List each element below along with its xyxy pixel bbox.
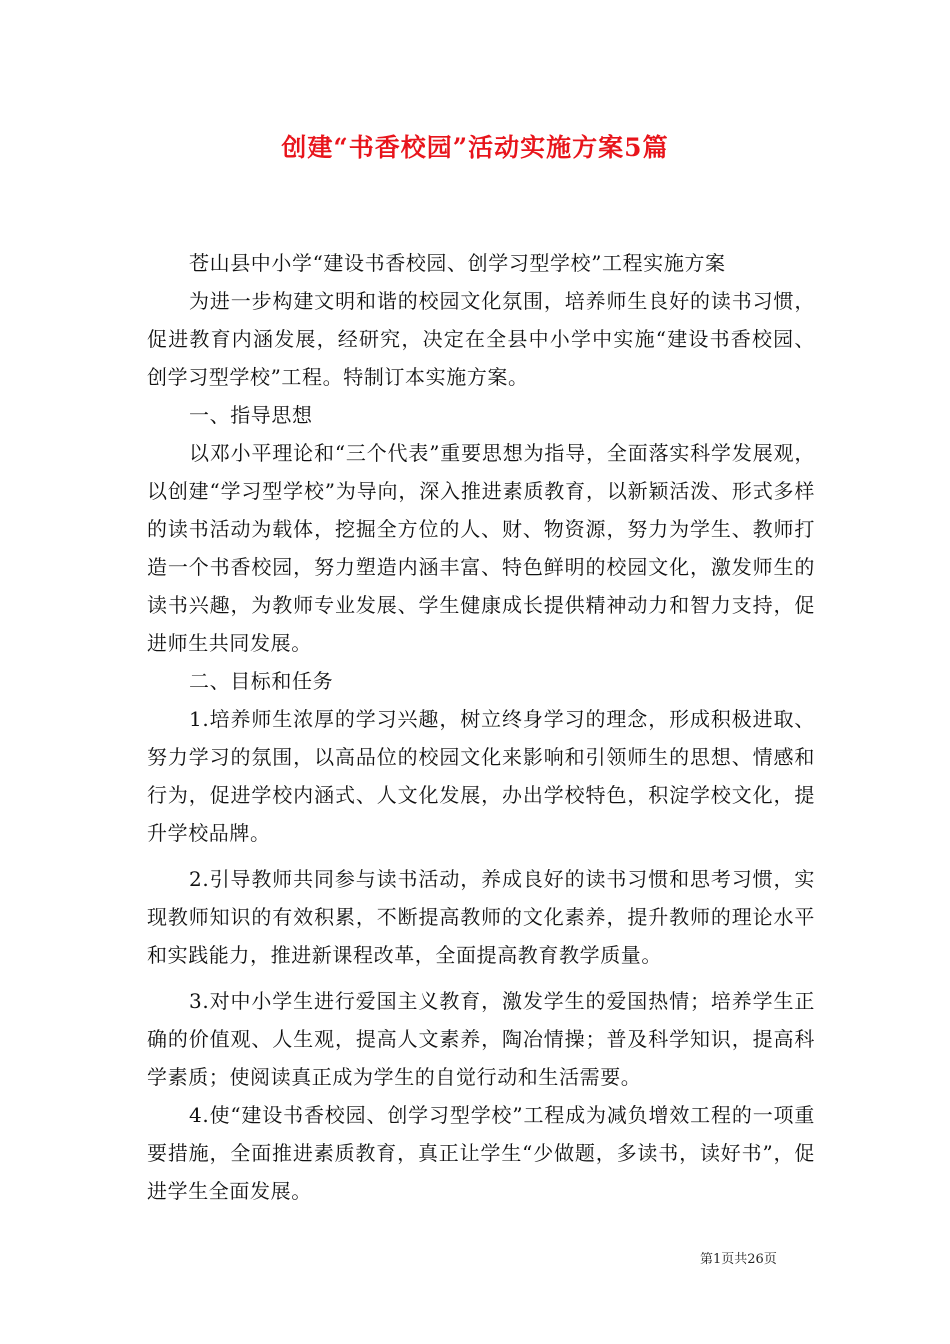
page-number-footer: 第1页共26页 xyxy=(700,1252,777,1267)
section-heading-guiding-ideology: 一、指导思想 xyxy=(189,403,313,427)
paragraph-goal-1: 1.培养师生浓厚的学习兴趣，树立终身学习的理念，形成积极进取、努力学习的氛围，以高品位的校园文化来影响和引领师生的思想、情感和行为，促进学校内涵式、人文化发展，办出学校特色，积淀学校文化，提升学校品牌。 xyxy=(147,707,815,845)
document-body xyxy=(147,244,815,1210)
paragraph-guiding-ideology: 以邓小平理论和“三个代表”重要思想为指导，全面落实科学发展观，以创建“学习型学校”为导向，深入推进素质教育，以新颖活泼、形式多样的读书活动为载体，挖掘全方位的人、财、物资源，努力为学生、教师打造一个书香校园，努力塑造内涵丰富、特色鲜明的校园文化，激发师生的读书兴趣，为教师专业发展、学生健康成长提供精神动力和智力支持，促进师生共同发展。 xyxy=(147,441,815,655)
paragraph-intro: 为进一步构建文明和谐的校园文化氛围，培养师生良好的读书习惯，促进教育内涵发展，经研究，决定在全县中小学中实施“建设书香校园、创学习型学校”工程。特制订本实施方案。 xyxy=(147,289,815,389)
section-heading-goals-tasks: 二、目标和任务 xyxy=(189,669,334,693)
paragraph-subtitle: 苍山县中小学“建设书香校园、创学习型学校”工程实施方案 xyxy=(189,251,726,275)
paragraph-goal-3: 3.对中小学生进行爱国主义教育，激发学生的爱国热情；培养学生正确的价值观、人生观，提高人文素养，陶冶情操；普及科学知识，提高科学素质；使阅读真正成为学生的自觉行动和生活需要。 xyxy=(147,989,815,1089)
paragraph-goal-2: 2.引导教师共同参与读书活动，养成良好的读书习惯和思考习惯，实现教师知识的有效积累，不断提高教师的文化素养，提升教师的理论水平和实践能力，推进新课程改革，全面提高教育教学质量。 xyxy=(147,867,815,967)
document-title: 创建“书香校园”活动实施方案5篇 xyxy=(281,133,669,162)
paragraph-goal-4: 4.使“建设书香校园、创学习型学校”工程成为减负增效工程的一项重要措施，全面推进素质教育，真正让学生“少做题，多读书，读好书”，促进学生全面发展。 xyxy=(147,1103,815,1203)
